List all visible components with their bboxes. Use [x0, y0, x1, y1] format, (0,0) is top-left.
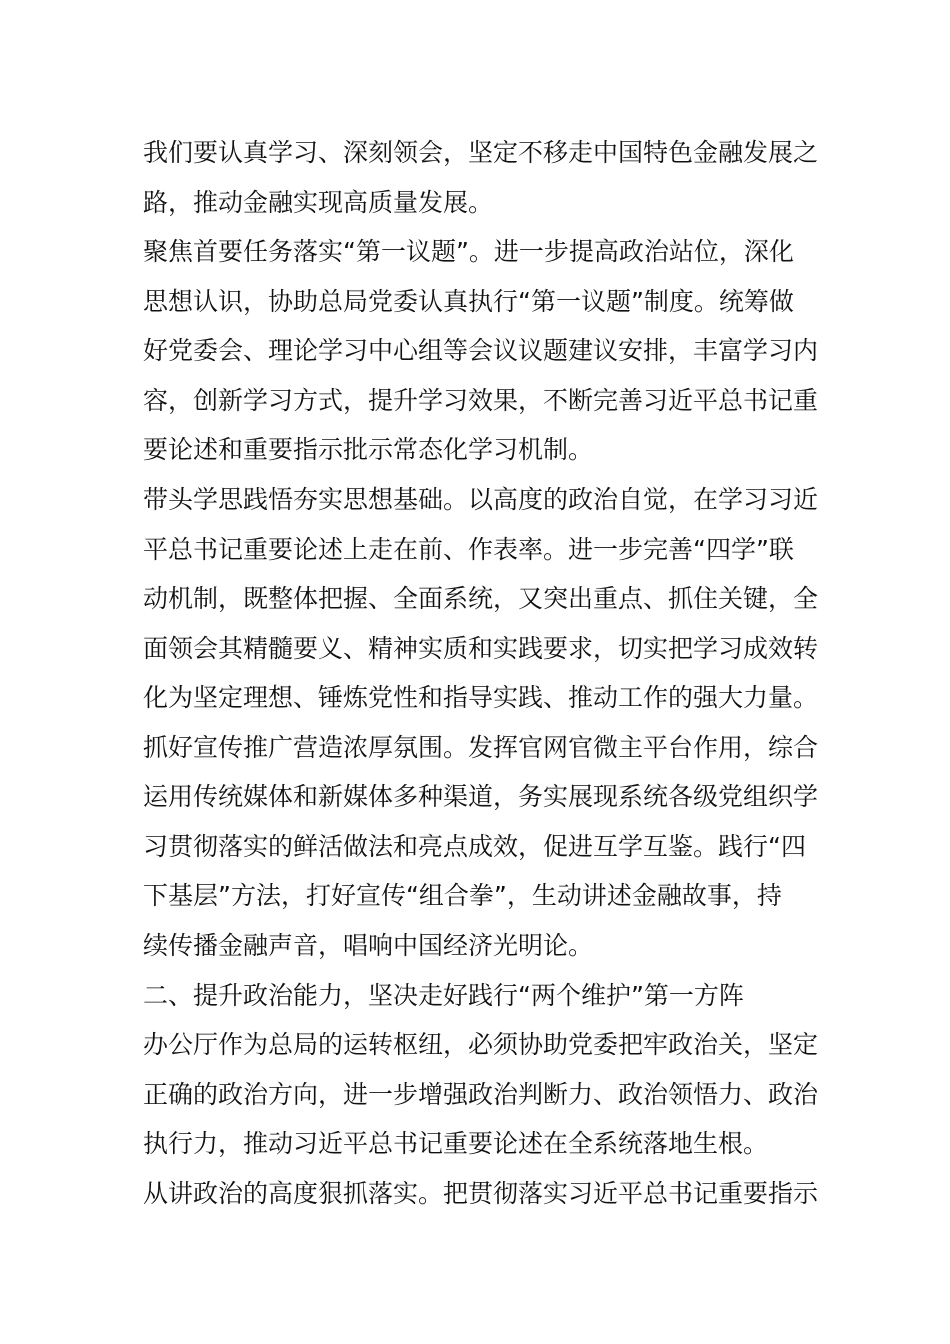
text-line: 动机制，既整体把握、全面系统，又突出重点、抓住关键，全 — [143, 584, 819, 613]
text-line: 续传播金融声音，唱响中国经济光明论。 — [143, 931, 594, 960]
section-heading: 二、提升政治能力，坚决走好践行“两个维护”第一方阵 — [143, 981, 744, 1010]
text-line: 面领会其精髓要义、精神实质和实践要求，切实把学习成效转 — [143, 634, 819, 663]
text-line: 带头学思践悟夯实思想基础。以高度的政治自觉，在学习习近 — [143, 485, 819, 514]
text-line: 习贯彻落实的鲜活做法和亮点成效，促进互学互鉴。践行“四 — [143, 832, 806, 861]
text-line: 下基层”方法，打好宣传“组合拳”，生动讲述金融故事，持 — [143, 881, 782, 910]
text-line: 从讲政治的高度狠抓落实。把贯彻落实习近平总书记重要指示 — [143, 1179, 819, 1208]
text-line: 执行力，推动习近平总书记重要论述在全系统落地生根。 — [143, 1129, 769, 1158]
text-line: 办公厅作为总局的运转枢纽，必须协助党委把牢政治关，坚定 — [143, 1030, 819, 1059]
text-line: 要论述和重要指示批示常态化学习机制。 — [143, 435, 594, 464]
text-line: 平总书记重要论述上走在前、作表率。进一步完善“四学”联 — [143, 535, 794, 564]
text-line: 正确的政治方向，进一步增强政治判断力、政治领悟力、政治 — [143, 1080, 819, 1109]
text-line: 聚焦首要任务落实“第一议题”。进一步提高政治站位，深化 — [143, 237, 794, 266]
text-line: 运用传统媒体和新媒体多种渠道，务实展现系统各级党组织学 — [143, 782, 819, 811]
text-line: 抓好宣传推广营造浓厚氛围。发挥官网官微主平台作用，综合 — [143, 733, 819, 762]
text-line: 我们要认真学习、深刻领会，坚定不移走中国特色金融发展之 — [143, 138, 819, 167]
text-line: 思想认识，协助总局党委认真执行“第一议题”制度。统筹做 — [143, 287, 794, 316]
text-line: 化为坚定理想、锤炼党性和指导实践、推动工作的强大力量。 — [143, 683, 819, 712]
text-line: 容，创新学习方式，提升学习效果，不断完善习近平总书记重 — [143, 386, 819, 415]
text-line: 路，推动金融实现高质量发展。 — [143, 188, 494, 217]
text-line: 好党委会、理论学习中心组等会议议题建议安排，丰富学习内 — [143, 336, 819, 365]
